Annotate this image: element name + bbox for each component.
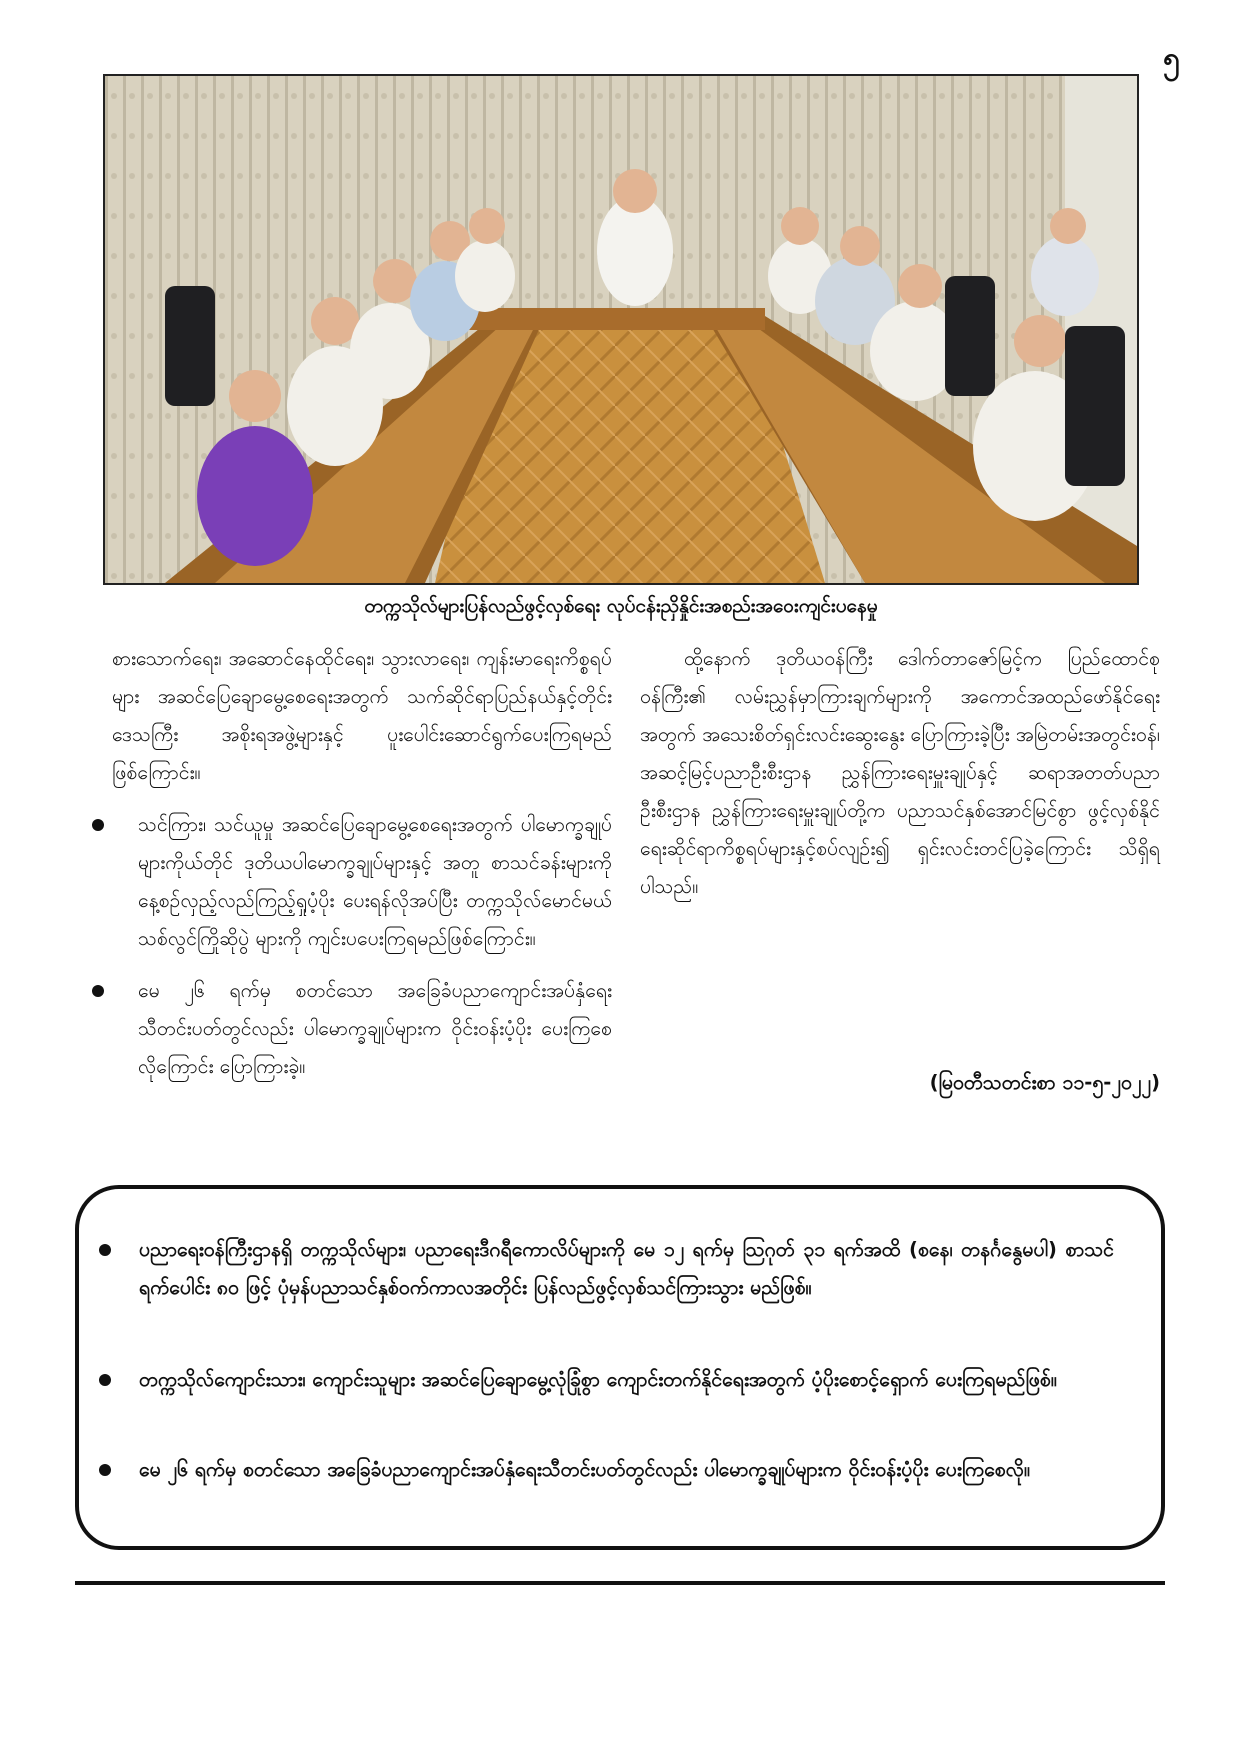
summary-item-text: မေ ၂၆ ရက်မှ စတင်သော အခြေခံပညာကျောင်းအပ်နှံရေးသီတင်းပတ်တွင်လည်း ပါမောက္ခချုပ်များက ဝိုင်းဝန်းပံ့ပိုး ပေးကြစေလို။ xyxy=(139,1458,1030,1481)
photo-caption: တက္ကသိုလ်များပြန်လည်ဖွင့်လှစ်ရေး လုပ်ငန်းညှိနှိုင်းအစည်းအဝေးကျင်းပနေမှု xyxy=(364,595,878,617)
source-citation: (မြဝတီသတင်းစာ ၁၁-၅-၂၀၂၂) xyxy=(929,1071,1160,1094)
meeting-photo-illustration xyxy=(105,76,1137,583)
summary-item xyxy=(139,1361,1114,1399)
bullet-icon xyxy=(99,1374,111,1386)
summary-item xyxy=(139,1451,1114,1489)
page-number: ၅ xyxy=(1163,41,1180,76)
bullet-icon xyxy=(99,1464,111,1476)
left-bullet-item xyxy=(112,806,612,958)
bullet-icon xyxy=(92,985,104,997)
summary-item xyxy=(139,1231,1114,1307)
meeting-photo xyxy=(103,74,1139,585)
bullet-icon xyxy=(92,819,104,831)
left-bullet-text: မေ ၂၆ ရက်မှ စတင်သော အခြေခံပညာကျောင်းအပ်နှံရေး သီတင်းပတ်တွင်လည်း ပါမောက္ခချုပ်များက ဝိုင်းဝန်းပံ့ပိုး ပေးကြစေလိုကြောင်း ပြောကြားခဲ့။ xyxy=(138,979,612,1078)
right-paragraph: ထို့နောက် ဒုတိယဝန်ကြီး ဒေါက်တာဇော်မြင့်က ပြည်ထောင်စုဝန်ကြီး၏ လမ်းညွှန်မှာကြားချက်များကို အကောင်အထည်ဖော်နိုင်ရေးအတွက် အသေးစိတ်ရှင်းလင်းဆွေးနွေး ပြောကြားခဲ့ပြီး အမြဲတမ်းအတွင်းဝန်၊ အဆင့်မြင့်ပညာဦးစီးဌာန ညွှန်ကြားရေးမှူးချုပ်နှင့် ဆရာအတတ်ပညာဦးစီးဌာန ညွှန်ကြားရေးမှူးချုပ်တို့က ပညာသင်နှစ်အောင်မြင်စွာ ဖွင့်လှစ်နိုင်ရေးဆိုင်ရာကိစ္စရပ်များနှင့်စပ်လျဉ်း၍ ရှင်းလင်းတင်ပြခဲ့ကြောင်း သိရှိရပါသည်။ xyxy=(640,647,1160,898)
left-bullet-item xyxy=(112,972,612,1086)
left-bullet-text: သင်ကြား၊ သင်ယူမှု အဆင်ပြေချောမွေ့စေရေးအတွက် ပါမောက္ခချုပ်များကိုယ်တိုင် ဒုတိယပါမောက္ခချုပ်များနှင့် အတူ စာသင်ခန်းများကို နေ့စဉ်လှည့်လည်ကြည့်ရှုပံ့ပိုး ပေးရန်လိုအပ်ပြီး တက္ကသိုလ်မောင်မယ်သစ်လွင်ကြိုဆိုပွဲ များကို ကျင်းပပေးကြရမည်ဖြစ်ကြောင်း။ xyxy=(138,813,612,950)
summary-item-text: တက္ကသိုလ်ကျောင်းသား၊ ကျောင်းသူများ အဆင်ပြေချောမွေ့လုံခြုံစွာ ကျောင်းတက်နိုင်ရေးအတွက် ပံ့ပိုးစောင့်ရှောက် ပေးကြရမည်ဖြစ်။ xyxy=(139,1368,1057,1391)
bottom-rule xyxy=(75,1581,1165,1585)
summary-item-text: ပညာရေးဝန်ကြီးဌာနရှိ တက္ကသိုလ်များ၊ ပညာရေးဒီဂရီကောလိပ်များကို မေ ၁၂ ရက်မှ ဩဂုတ် ၃၁ ရက်အထိ (စနေ၊ တနင်္ဂနွေမပါ) စာသင်ရက်ပေါင်း ၈၀ ဖြင့် ပုံမှန်ပညာသင်နှစ်ဝက်ကာလအတိုင်း ပြန်လည်ဖွင့်လှစ်သင်ကြားသွား မည်ဖြစ်။ xyxy=(139,1238,1114,1299)
summary-box xyxy=(75,1185,1165,1550)
right-column xyxy=(640,640,1160,920)
bullet-icon xyxy=(99,1244,111,1256)
left-paragraph: စားသောက်ရေး၊ အဆောင်နေထိုင်ရေး၊ သွားလာရေး၊ ကျန်းမာရေးကိစ္စရပ်များ အဆင်ပြေချောမွေ့စေရေးအတွက် သက်ဆိုင်ရာပြည်နယ်နှင့်တိုင်းဒေသကြီး အစိုးရအဖွဲ့များနှင့် ပူးပေါင်းဆောင်ရွက်ပေးကြရမည်ဖြစ်ကြောင်း။ xyxy=(112,647,612,784)
left-column xyxy=(112,640,612,1100)
